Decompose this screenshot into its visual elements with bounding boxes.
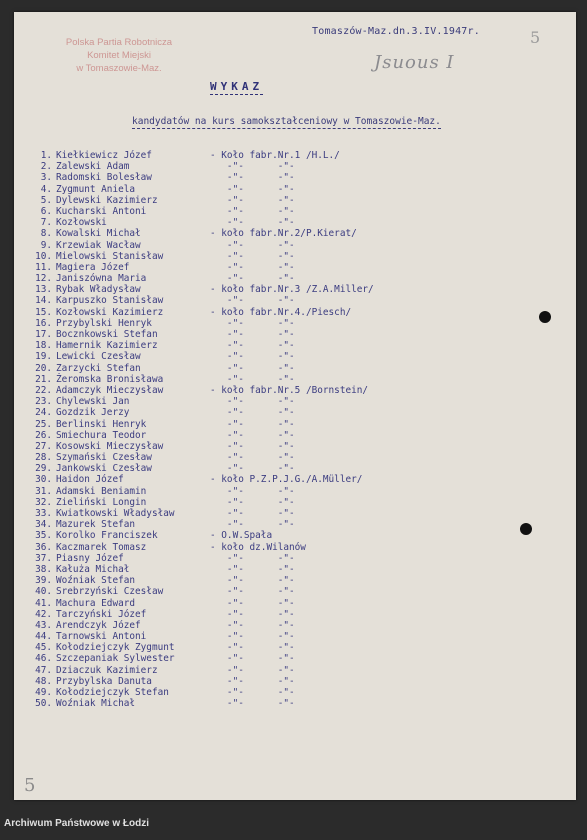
candidate-name: Kozłowski Kazimierz bbox=[56, 306, 164, 318]
candidate-name: Smiechura Teodor bbox=[56, 429, 147, 441]
assignment-note: -"- -"- bbox=[210, 508, 295, 519]
candidate-name: Krzewiak Wacław bbox=[56, 239, 141, 251]
candidate-name: Gozdzik Jerzy bbox=[56, 407, 130, 419]
assignment-note: -"- -"- bbox=[210, 664, 295, 676]
assignment-note: -"- -"- bbox=[210, 563, 295, 575]
candidate-name: Zalewski Adam bbox=[56, 161, 130, 173]
list-item bbox=[30, 385, 550, 396]
candidate-name: Korolko Franciszek bbox=[56, 530, 158, 542]
row-number: 19. bbox=[35, 351, 52, 363]
list-item bbox=[30, 609, 550, 620]
row-number: 22. bbox=[35, 384, 52, 396]
candidate-name: Hamernik Kazimierz bbox=[56, 340, 158, 352]
assignment-note: -"- -"- bbox=[210, 239, 295, 251]
assignment-note: -"- -"- bbox=[210, 653, 295, 665]
assignment-note: -"- -"- bbox=[210, 631, 295, 643]
assignment-note: -"- -"- bbox=[210, 396, 295, 408]
row-number: 46. bbox=[35, 653, 52, 665]
candidate-name: Szymański Czesław bbox=[56, 452, 152, 464]
candidate-name: Zygmunt Aniela bbox=[56, 183, 136, 195]
candidate-name: Karpuszko Stanisław bbox=[56, 295, 164, 307]
assignment-note: -"- -"- bbox=[210, 273, 295, 285]
candidate-name: Dylewski Kazimierz bbox=[56, 194, 158, 206]
assignment-note: -"- -"- bbox=[210, 519, 295, 531]
row-number: 47. bbox=[35, 664, 52, 676]
row-number: 43. bbox=[35, 619, 52, 631]
assignment-note: -"- -"- bbox=[210, 698, 295, 710]
candidate-name: Zarzycki Stefan bbox=[56, 362, 141, 374]
assignment-note: -"- -"- bbox=[210, 250, 295, 262]
list-item bbox=[30, 318, 550, 329]
assignment-note: -"- -"- bbox=[210, 496, 295, 508]
candidate-name: Chylewski Jan bbox=[56, 396, 130, 408]
list-item bbox=[30, 351, 550, 362]
corner-page-mark: 5 bbox=[530, 28, 541, 47]
list-item bbox=[30, 497, 550, 508]
row-number: 35. bbox=[35, 530, 52, 542]
candidate-name: Szczepaniak Sylwester bbox=[56, 653, 175, 665]
list-item bbox=[30, 564, 550, 575]
list-item bbox=[30, 676, 550, 687]
row-number: 25. bbox=[35, 418, 52, 430]
candidate-name: Mielowski Stanisław bbox=[56, 250, 164, 262]
assignment-note: -"- -"- bbox=[210, 295, 295, 307]
row-number: 41. bbox=[35, 597, 52, 609]
row-number: 13. bbox=[35, 284, 52, 296]
row-number: 23. bbox=[35, 396, 52, 408]
assignment-note: - koło dz.Wilanów bbox=[210, 541, 306, 553]
list-item bbox=[30, 363, 550, 374]
candidate-name: Rybak Władysław bbox=[56, 284, 141, 296]
list-item bbox=[30, 295, 550, 306]
candidate-name: Kołodziejczyk Stefan bbox=[56, 687, 169, 698]
assignment-note: -"- -"- bbox=[210, 440, 295, 452]
list-item bbox=[30, 530, 550, 541]
list-item bbox=[30, 486, 550, 497]
assignment-note: -"- -"- bbox=[210, 261, 295, 273]
list-item bbox=[30, 407, 550, 418]
assignment-note: - Koło fabr.Nr.1 /H.L./ bbox=[210, 150, 340, 161]
candidate-name: Żeromska Bronisława bbox=[56, 373, 164, 385]
candidate-name: Haidon Józef bbox=[56, 474, 124, 486]
candidate-name: Mazurek Stefan bbox=[56, 519, 136, 531]
list-item bbox=[30, 575, 550, 586]
list-item bbox=[30, 329, 550, 340]
list-item bbox=[30, 206, 550, 217]
row-number: 1. bbox=[40, 150, 52, 161]
candidate-name: Kowalski Michał bbox=[56, 228, 141, 240]
list-item bbox=[30, 195, 550, 206]
row-number: 14. bbox=[35, 295, 52, 307]
row-number: 15. bbox=[35, 306, 52, 318]
candidate-name: Zieliński Longin bbox=[56, 496, 147, 508]
assignment-note: -"- -"- bbox=[210, 552, 295, 564]
row-number: 7. bbox=[40, 217, 52, 229]
candidate-name: Adamski Beniamin bbox=[56, 485, 147, 497]
row-number: 40. bbox=[35, 586, 52, 598]
list-item bbox=[30, 586, 550, 597]
assignment-note: -"- -"- bbox=[210, 161, 295, 173]
party-stamp bbox=[44, 36, 194, 75]
candidate-name: Lewicki Czesław bbox=[56, 351, 141, 363]
list-item bbox=[30, 396, 550, 407]
row-number: 5. bbox=[40, 194, 52, 206]
list-item bbox=[30, 474, 550, 485]
assignment-note: -"- -"- bbox=[210, 597, 295, 609]
row-number: 33. bbox=[35, 508, 52, 519]
row-number: 28. bbox=[35, 452, 52, 464]
assignment-note: - koło P.Z.P.J.G./A.Müller/ bbox=[210, 474, 363, 486]
list-item bbox=[30, 698, 550, 709]
assignment-note: -"- -"- bbox=[210, 619, 295, 631]
assignment-note: - koło fabr.Nr.4./Piesch/ bbox=[210, 306, 352, 318]
document-subtitle: kandydatów na kurs samokształceniowy w Tomaszowie-Maz. bbox=[132, 116, 441, 127]
row-number: 39. bbox=[35, 575, 52, 587]
assignment-note: -"- -"- bbox=[210, 205, 295, 217]
assignment-note: - koło fabr.Nr.2/P.Kierat/ bbox=[210, 228, 357, 240]
list-item bbox=[30, 519, 550, 530]
list-item bbox=[30, 598, 550, 609]
candidate-name: Kałuża Michał bbox=[56, 563, 130, 575]
row-number: 17. bbox=[35, 329, 52, 340]
list-item bbox=[30, 452, 550, 463]
candidate-list bbox=[30, 150, 550, 709]
assignment-note: -"- -"- bbox=[210, 351, 295, 363]
candidate-name: Tarczyński Józef bbox=[56, 608, 147, 620]
stamp-line-1: Polska Partia Robotnicza bbox=[65, 37, 173, 48]
row-number: 16. bbox=[35, 317, 52, 329]
list-item bbox=[30, 687, 550, 698]
assignment-note: -"- -"- bbox=[210, 586, 295, 598]
document-title: WYKAZ bbox=[210, 80, 264, 93]
assignment-note: -"- -"- bbox=[210, 373, 295, 385]
candidate-name: Kołodziejczyk Zygmunt bbox=[56, 642, 175, 654]
assignment-note: -"- -"- bbox=[210, 317, 295, 329]
list-item bbox=[30, 620, 550, 631]
punch-hole bbox=[520, 523, 532, 535]
punch-hole bbox=[539, 311, 551, 323]
candidate-name: Tarnowski Antoni bbox=[56, 631, 147, 643]
row-number: 8. bbox=[40, 228, 52, 240]
list-item bbox=[30, 430, 550, 441]
candidate-name: Magiera Józef bbox=[56, 261, 130, 273]
row-number: 42. bbox=[35, 608, 52, 620]
candidate-name: Dziaczuk Kazimierz bbox=[56, 664, 158, 676]
row-number: 49. bbox=[35, 687, 52, 698]
row-number: 34. bbox=[35, 519, 52, 531]
candidate-name: Kozłowski bbox=[56, 217, 107, 229]
candidate-name: Janiszówna Maria bbox=[56, 273, 147, 285]
candidate-name: Bocznkowski Stefan bbox=[56, 329, 158, 340]
list-item bbox=[30, 273, 550, 284]
row-number: 18. bbox=[35, 340, 52, 352]
assignment-note: -"- -"- bbox=[210, 362, 295, 374]
assignment-note: -"- -"- bbox=[210, 194, 295, 206]
row-number: 36. bbox=[35, 541, 52, 553]
candidate-name: Adamczyk Mieczysław bbox=[56, 384, 164, 396]
row-number: 24. bbox=[35, 407, 52, 419]
list-item bbox=[30, 441, 550, 452]
document-page bbox=[14, 12, 576, 800]
assignment-note: -"- -"- bbox=[210, 183, 295, 195]
candidate-name: Radomski Bolesław bbox=[56, 172, 152, 184]
candidate-name: Arendczyk Józef bbox=[56, 619, 141, 631]
row-number: 12. bbox=[35, 273, 52, 285]
row-number: 44. bbox=[35, 631, 52, 643]
row-number: 3. bbox=[40, 172, 52, 184]
row-number: 21. bbox=[35, 373, 52, 385]
assignment-note: -"- -"- bbox=[210, 407, 295, 419]
list-item bbox=[30, 553, 550, 564]
assignment-note: -"- -"- bbox=[210, 329, 295, 340]
row-number: 32. bbox=[35, 496, 52, 508]
candidate-name: Kosowski Mieczysław bbox=[56, 440, 164, 452]
candidate-name: Berlinski Henryk bbox=[56, 418, 147, 430]
page-number: 5 bbox=[24, 775, 36, 796]
assignment-note: - koło fabr.Nr.3 /Z.A.Miller/ bbox=[210, 284, 374, 296]
list-item bbox=[30, 284, 550, 295]
assignment-note: -"- -"- bbox=[210, 452, 295, 464]
assignment-note: -"- -"- bbox=[210, 675, 295, 687]
row-number: 2. bbox=[40, 161, 52, 173]
assignment-note: -"- -"- bbox=[210, 687, 295, 698]
row-number: 27. bbox=[35, 440, 52, 452]
candidate-name: Kwiatkowski Władysław bbox=[56, 508, 175, 519]
candidate-name: Srebrzyński Czesław bbox=[56, 586, 164, 598]
list-item bbox=[30, 419, 550, 430]
row-number: 50. bbox=[35, 698, 52, 710]
candidate-name: Woźniak Stefan bbox=[56, 575, 136, 587]
assignment-note: - O.W.Spała bbox=[210, 530, 273, 542]
assignment-note: -"- -"- bbox=[210, 608, 295, 620]
row-number: 30. bbox=[35, 474, 52, 486]
candidate-name: Kucharski Antoni bbox=[56, 205, 147, 217]
list-item bbox=[30, 508, 550, 519]
list-item bbox=[30, 184, 550, 195]
row-number: 9. bbox=[40, 239, 52, 251]
candidate-name: Przybylski Henryk bbox=[56, 317, 152, 329]
assignment-note: -"- -"- bbox=[210, 485, 295, 497]
candidate-name: Przybylska Danuta bbox=[56, 675, 152, 687]
candidate-name: Kaczmarek Tomasz bbox=[56, 541, 147, 553]
row-number: 48. bbox=[35, 675, 52, 687]
row-number: 4. bbox=[40, 183, 52, 195]
candidate-name: Jankowski Czesław bbox=[56, 463, 152, 475]
assignment-note: -"- -"- bbox=[210, 642, 295, 654]
list-item bbox=[30, 161, 550, 172]
row-number: 31. bbox=[35, 485, 52, 497]
row-number: 10. bbox=[35, 250, 52, 262]
list-item bbox=[30, 228, 550, 239]
candidate-name: Piasny Józef bbox=[56, 552, 124, 564]
list-item bbox=[30, 665, 550, 676]
document-date: Tomaszów-Maz.dn.3.IV.1947r. bbox=[312, 26, 480, 37]
row-number: 38. bbox=[35, 563, 52, 575]
list-item bbox=[30, 307, 550, 318]
list-item bbox=[30, 542, 550, 553]
candidate-name: Machura Edward bbox=[56, 597, 136, 609]
candidate-name: Kiełkiewicz Józef bbox=[56, 150, 152, 161]
list-item bbox=[30, 262, 550, 273]
stamp-line-2: Komitet Miejski bbox=[87, 50, 151, 61]
row-number: 29. bbox=[35, 463, 52, 475]
row-number: 37. bbox=[35, 552, 52, 564]
list-item bbox=[30, 150, 550, 161]
assignment-note: -"- -"- bbox=[210, 340, 295, 352]
row-number: 20. bbox=[35, 362, 52, 374]
list-item bbox=[30, 642, 550, 653]
row-number: 6. bbox=[40, 205, 52, 217]
row-number: 26. bbox=[35, 429, 52, 441]
assignment-note: -"- -"- bbox=[210, 217, 295, 229]
assignment-note: -"- -"- bbox=[210, 172, 295, 184]
assignment-note: - koło fabr.Nr.5 /Bornstein/ bbox=[210, 384, 369, 396]
assignment-note: -"- -"- bbox=[210, 463, 295, 475]
stamp-line-3: w Tomaszowie-Maz. bbox=[76, 63, 162, 74]
candidate-name: Woźniak Michał bbox=[56, 698, 136, 710]
list-item bbox=[30, 172, 550, 183]
assignment-note: -"- -"- bbox=[210, 575, 295, 587]
list-item bbox=[30, 463, 550, 474]
list-item bbox=[30, 631, 550, 642]
assignment-note: -"- -"- bbox=[210, 418, 295, 430]
list-item bbox=[30, 374, 550, 385]
assignment-note: -"- -"- bbox=[210, 429, 295, 441]
list-item bbox=[30, 340, 550, 351]
row-number: 45. bbox=[35, 642, 52, 654]
list-item bbox=[30, 653, 550, 664]
row-number: 11. bbox=[35, 261, 52, 273]
list-item bbox=[30, 240, 550, 251]
list-item bbox=[30, 251, 550, 262]
list-item bbox=[30, 217, 550, 228]
handwritten-note: Jsuous I bbox=[374, 52, 455, 73]
archive-footer: Archiwum Państwowe w Łodzi bbox=[4, 818, 150, 829]
